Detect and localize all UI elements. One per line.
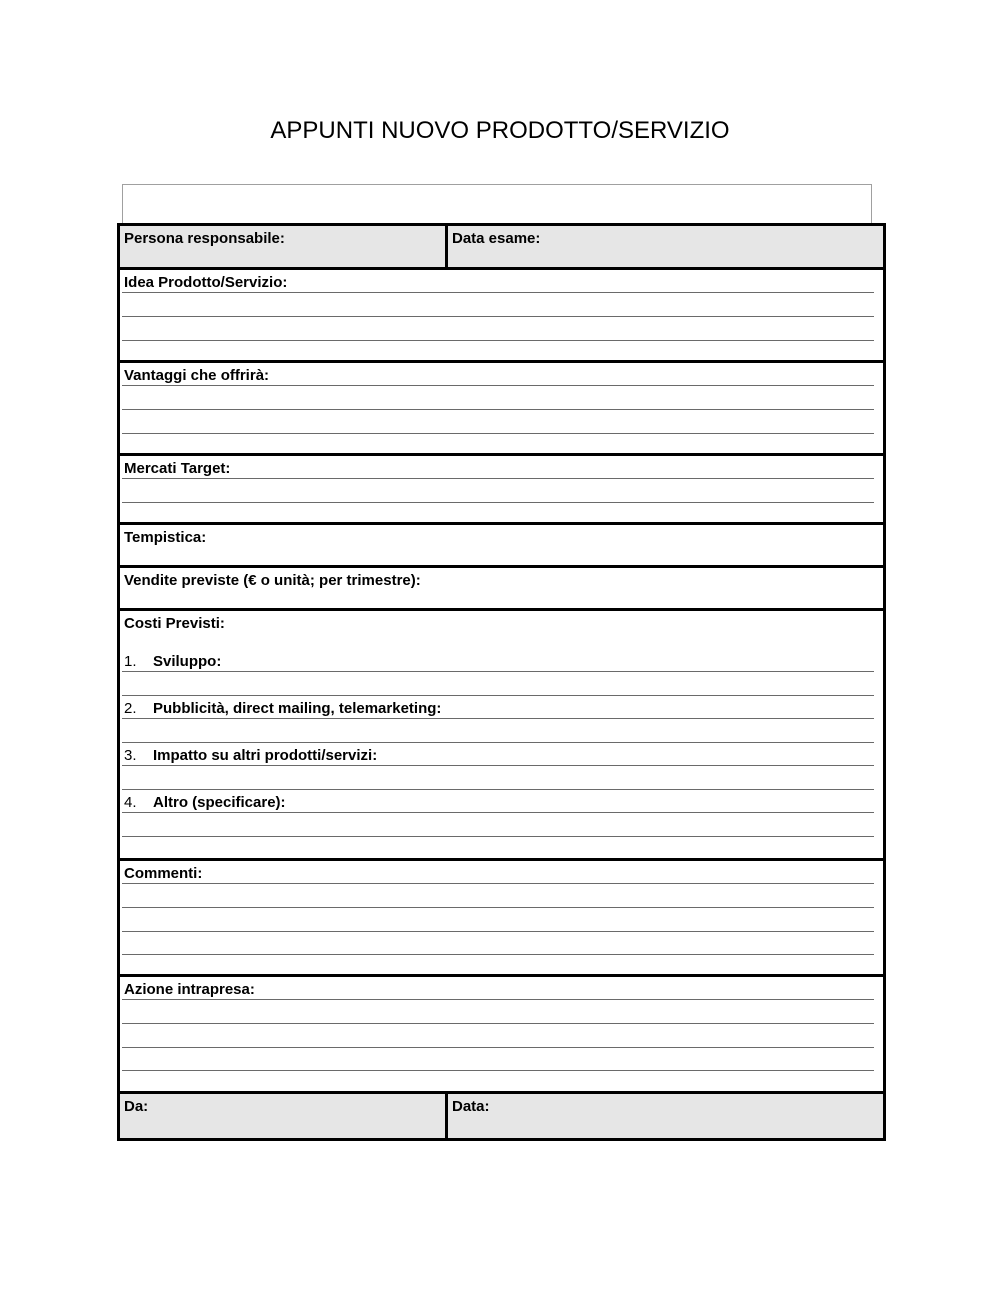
write-line [122, 695, 874, 696]
write-line [122, 954, 874, 955]
azione-section[interactable] [120, 977, 883, 1094]
review-date-field[interactable] [448, 226, 883, 267]
write-line [122, 999, 874, 1000]
costs-item-impatto: 3. Impatto su altri prodotti/servizi: [124, 747, 378, 764]
write-line [122, 478, 874, 479]
mercati-section[interactable] [120, 456, 883, 525]
write-line [122, 1023, 874, 1024]
write-line [122, 385, 874, 386]
write-line [122, 1070, 874, 1071]
responsible-person-field[interactable] [120, 226, 448, 267]
write-line [122, 433, 874, 434]
write-line [122, 502, 874, 503]
from-label: Da: [124, 1098, 149, 1115]
tempistica-section[interactable] [120, 525, 883, 568]
vendite-label: Vendite previste (€ o unità; per trimestre): [124, 572, 421, 589]
write-line [122, 409, 874, 410]
write-line [122, 292, 874, 293]
vendite-section[interactable] [120, 568, 883, 611]
write-line [122, 742, 874, 743]
write-line [122, 718, 874, 719]
vantaggi-label: Vantaggi che offrirà: [124, 367, 270, 384]
write-line [122, 671, 874, 672]
write-line [122, 931, 874, 932]
write-line [122, 789, 874, 790]
write-line [122, 316, 874, 317]
tempistica-label: Tempistica: [124, 529, 207, 546]
review-date-label: Data esame: [452, 230, 541, 247]
write-line [122, 340, 874, 341]
write-line [122, 907, 874, 908]
costi-label: Costi Previsti: [124, 615, 225, 632]
signoff-row [120, 1094, 883, 1138]
costi-section[interactable] [120, 611, 883, 861]
costs-item-sviluppo: 1. Sviluppo: [124, 653, 222, 670]
write-line [122, 883, 874, 884]
responsible-person-label: Persona responsabile: [124, 230, 285, 247]
write-line [122, 812, 874, 813]
write-line [122, 836, 874, 837]
commenti-section[interactable] [120, 861, 883, 977]
signoff-date-label: Data: [452, 1098, 490, 1115]
costs-item-pubblicita: 2. Pubblicità, direct mailing, telemarketing: [124, 700, 442, 717]
responsible-row [120, 226, 883, 270]
write-line [122, 765, 874, 766]
idea-section[interactable] [120, 270, 883, 363]
from-field[interactable] [120, 1094, 448, 1138]
blank-header-box [122, 184, 872, 224]
product-notes-form [117, 223, 886, 1141]
costs-item-altro: 4. Altro (specificare): [124, 794, 286, 811]
azione-label: Azione intrapresa: [124, 981, 255, 998]
idea-label: Idea Prodotto/Servizio: [124, 274, 288, 291]
document-title: APPUNTI NUOVO PRODOTTO/SERVIZIO [270, 117, 730, 144]
commenti-label: Commenti: [124, 865, 203, 882]
write-line [122, 1047, 874, 1048]
mercati-label: Mercati Target: [124, 460, 231, 477]
vantaggi-section[interactable] [120, 363, 883, 456]
signoff-date-field[interactable] [448, 1094, 883, 1138]
